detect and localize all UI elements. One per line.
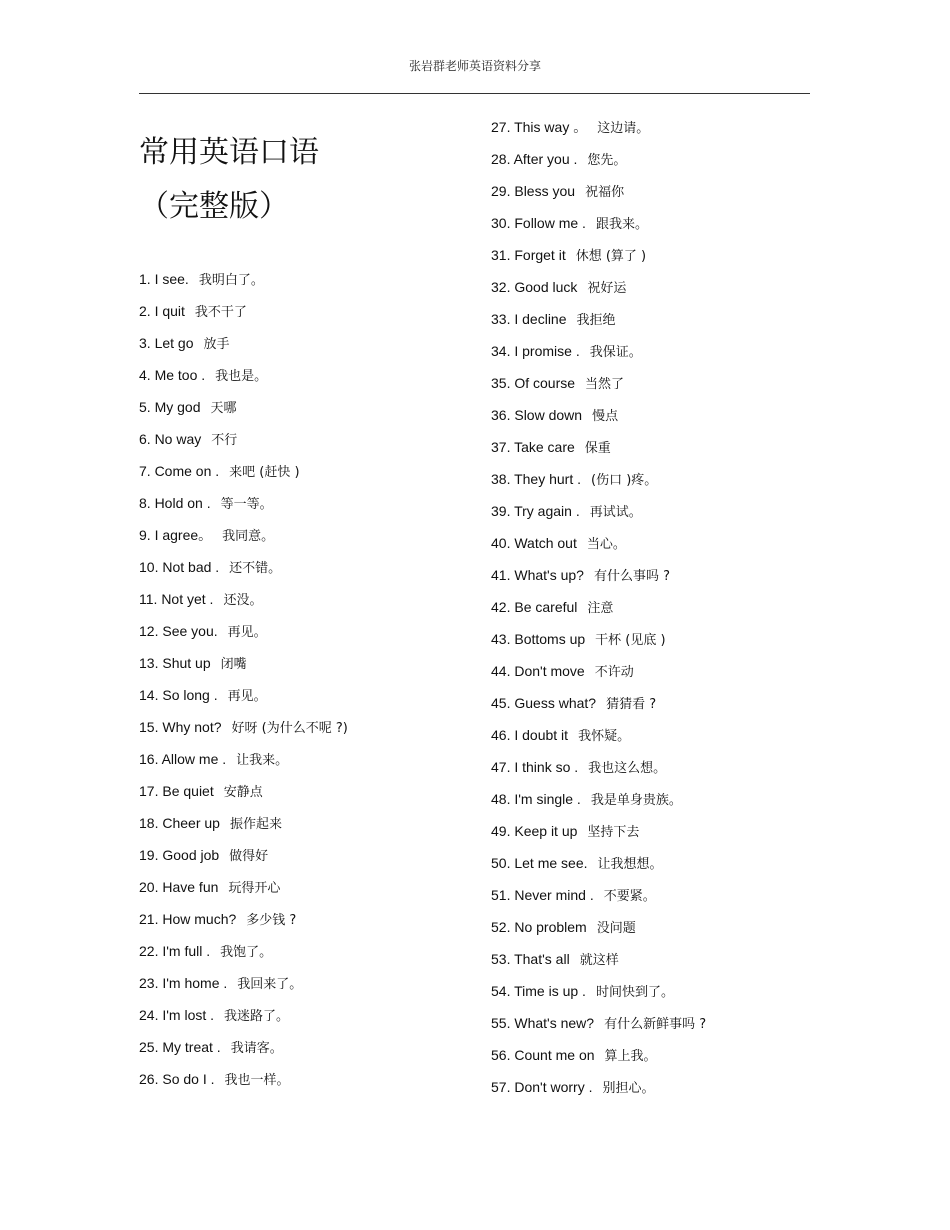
phrase-english: 54. Time is up . — [491, 983, 586, 999]
phrase-chinese: 天哪 — [210, 401, 237, 416]
phrase-item — [139, 300, 348, 332]
phrase-item — [139, 684, 348, 716]
phrase-chinese: 我不干了 — [194, 305, 247, 320]
phrase-english: 16. Allow me . — [139, 751, 227, 767]
phrase-item — [139, 812, 348, 844]
phrase-item — [491, 660, 706, 692]
phrase-item — [139, 396, 348, 428]
phrase-item — [139, 716, 348, 748]
phrase-chinese: 当心。 — [586, 537, 626, 552]
title-line-2: （完整版） — [139, 189, 289, 224]
phrase-english: 45. Guess what? — [491, 695, 597, 711]
phrase-chinese: 再见。 — [227, 689, 267, 704]
phrase-english: 17. Be quiet — [139, 783, 214, 799]
phrase-english: 53. That's all — [491, 951, 570, 967]
phrase-english: 34. I promise . — [491, 343, 580, 359]
phrase-item — [491, 724, 706, 756]
phrase-chinese: 祝好运 — [587, 281, 627, 296]
phrase-chinese: 振作起来 — [229, 817, 282, 832]
phrase-chinese: 算上我。 — [604, 1049, 657, 1064]
phrase-item — [139, 332, 348, 364]
phrase-english: 5. My god — [139, 399, 201, 415]
phrase-chinese: 我也这么想。 — [588, 761, 667, 776]
phrase-english: 19. Good job — [139, 847, 220, 863]
phrase-chinese: 休想 (算了 ) — [575, 249, 647, 264]
phrase-english: 15. Why not? — [139, 719, 222, 735]
phrase-item — [139, 940, 348, 972]
phrase-item — [491, 436, 706, 468]
phrase-item — [491, 1012, 706, 1044]
page-header: 张岩群老师英语资料分享 — [408, 59, 541, 73]
phrase-chinese: 有什么新鲜事吗 ? — [604, 1017, 707, 1032]
phrase-english: 28. After you . — [491, 151, 578, 167]
phrase-chinese: 这边请。 — [597, 121, 650, 136]
phrase-item — [491, 596, 706, 628]
phrase-english: 35. Of course — [491, 375, 576, 391]
phrase-chinese: 慢点 — [592, 409, 619, 424]
phrase-item — [139, 748, 348, 780]
phrase-english: 47. I think so . — [491, 759, 579, 775]
phrase-chinese: 就这样 — [579, 953, 619, 968]
phrase-item — [139, 620, 348, 652]
phrase-chinese: 我回来了。 — [237, 977, 303, 992]
phrase-item — [491, 180, 706, 212]
phrase-english: 11. Not yet . — [139, 591, 214, 607]
phrase-item — [139, 1068, 348, 1100]
phrase-english: 20. Have fun — [139, 879, 219, 895]
phrase-english: 25. My treat . — [139, 1039, 221, 1055]
phrase-english: 2. I quit — [139, 303, 185, 319]
phrase-chinese: 注意 — [587, 601, 614, 616]
phrase-chinese: 做得好 — [229, 849, 269, 864]
phrase-item — [491, 820, 706, 852]
phrase-item — [491, 372, 706, 404]
phrase-english: 39. Try again . — [491, 503, 580, 519]
phrase-item — [491, 532, 706, 564]
phrase-chinese: 坚持下去 — [587, 825, 640, 840]
phrase-item — [491, 852, 706, 884]
phrase-english: 38. They hurt . — [491, 471, 582, 487]
phrase-item — [491, 404, 706, 436]
phrase-chinese: 我迷路了。 — [224, 1009, 290, 1024]
phrase-chinese: 不许动 — [594, 665, 634, 680]
phrase-item — [139, 268, 348, 300]
phrase-english: 33. I decline — [491, 311, 567, 327]
phrase-item — [491, 980, 706, 1012]
phrase-english: 24. I'm lost . — [139, 1007, 215, 1023]
phrase-chinese: 您先。 — [587, 153, 627, 168]
phrase-english: 36. Slow down — [491, 407, 583, 423]
phrase-chinese: 玩得开心 — [228, 881, 281, 896]
phrase-chinese: 我拒绝 — [576, 313, 616, 328]
phrase-item — [491, 500, 706, 532]
phrase-item — [491, 244, 706, 276]
phrase-item — [491, 212, 706, 244]
phrase-item — [139, 652, 348, 684]
phrase-chinese: 多少钱 ? — [246, 913, 297, 928]
phrase-chinese: 再试试。 — [589, 505, 642, 520]
phrase-item — [139, 972, 348, 1004]
title-line-1: 常用英语口语 — [139, 135, 319, 170]
phrase-chinese: 放手 — [203, 337, 230, 352]
phrase-chinese: 再见。 — [227, 625, 267, 640]
phrase-chinese: 有什么事吗 ? — [593, 569, 670, 584]
phrase-item — [139, 556, 348, 588]
phrase-chinese: 让我想想。 — [597, 857, 663, 872]
phrase-english: 6. No way — [139, 431, 202, 447]
phrase-chinese: 还不错。 — [229, 561, 282, 576]
phrase-english: 21. How much? — [139, 911, 237, 927]
phrase-item — [491, 116, 706, 148]
phrase-english: 23. I'm home . — [139, 975, 228, 991]
phrase-english: 31. Forget it — [491, 247, 566, 263]
document-title — [139, 126, 319, 234]
phrase-english: 52. No problem — [491, 919, 587, 935]
phrase-item — [491, 276, 706, 308]
phrase-english: 12. See you. — [139, 623, 218, 639]
phrase-item — [139, 364, 348, 396]
phrase-chinese: 我也是。 — [215, 369, 268, 384]
phrase-english: 4. Me too . — [139, 367, 206, 383]
phrase-english: 48. I'm single . — [491, 791, 581, 807]
phrase-chinese: 我也一样。 — [224, 1073, 290, 1088]
phrase-item — [139, 1036, 348, 1068]
phrase-english: 37. Take care — [491, 439, 575, 455]
phrase-item — [491, 148, 706, 180]
phrase-chinese: 不行 — [211, 433, 238, 448]
phrase-chinese: 我请客。 — [230, 1041, 283, 1056]
phrase-chinese: 等一等。 — [220, 497, 273, 512]
phrase-english: 26. So do I . — [139, 1071, 215, 1087]
phrase-english: 41. What's up? — [491, 567, 584, 583]
phrase-item — [139, 460, 348, 492]
phrase-chinese: 别担心。 — [602, 1081, 655, 1096]
phrase-english: 3. Let go — [139, 335, 194, 351]
phrase-english: 10. Not bad . — [139, 559, 220, 575]
phrase-english: 32. Good luck — [491, 279, 578, 295]
phrase-english: 57. Don't worry . — [491, 1079, 593, 1095]
phrase-item — [139, 780, 348, 812]
phrase-english: 1. I see. — [139, 271, 189, 287]
phrase-chinese: 不要紧。 — [603, 889, 656, 904]
phrase-english: 18. Cheer up — [139, 815, 220, 831]
phrase-chinese: 时间快到了。 — [595, 985, 674, 1000]
phrase-item — [491, 308, 706, 340]
phrase-item — [139, 908, 348, 940]
phrase-english: 56. Count me on — [491, 1047, 595, 1063]
phrase-english: 43. Bottoms up — [491, 631, 586, 647]
phrase-chinese: 我是单身贵族。 — [590, 793, 682, 808]
phrase-english: 27. This way 。 — [491, 119, 588, 135]
phrase-english: 50. Let me see. — [491, 855, 588, 871]
phrase-chinese: 安静点 — [223, 785, 263, 800]
phrase-item — [491, 756, 706, 788]
phrase-chinese: 我保证。 — [589, 345, 642, 360]
phrase-english: 7. Come on . — [139, 463, 220, 479]
phrase-english: 49. Keep it up — [491, 823, 578, 839]
phrase-item — [491, 468, 706, 500]
phrase-chinese: 保重 — [584, 441, 611, 456]
phrase-chinese: 还没。 — [223, 593, 263, 608]
phrase-english: 9. I agree。 — [139, 527, 213, 543]
phrase-english: 42. Be careful — [491, 599, 578, 615]
phrase-chinese: 我饱了。 — [220, 945, 273, 960]
phrase-item — [139, 588, 348, 620]
phrase-chinese: 猜猜看 ? — [606, 697, 657, 712]
phrase-item — [139, 524, 348, 556]
phrase-chinese: 跟我来。 — [595, 217, 648, 232]
phrase-english: 55. What's new? — [491, 1015, 595, 1031]
phrase-chinese: (伤口 )疼。 — [591, 473, 658, 488]
phrase-item — [139, 844, 348, 876]
phrase-chinese: 干杯 (见底 ) — [595, 633, 666, 648]
phrase-english: 30. Follow me . — [491, 215, 586, 231]
phrase-item — [139, 428, 348, 460]
phrase-list-right — [491, 116, 706, 1108]
phrase-english: 8. Hold on . — [139, 495, 211, 511]
phrase-chinese: 没问题 — [596, 921, 636, 936]
phrase-english: 14. So long . — [139, 687, 218, 703]
phrase-list-left — [139, 268, 348, 1100]
phrase-chinese: 当然了 — [585, 377, 625, 392]
phrase-item — [491, 564, 706, 596]
phrase-chinese: 闭嘴 — [220, 657, 247, 672]
phrase-english: 44. Don't move — [491, 663, 585, 679]
phrase-english: 13. Shut up — [139, 655, 211, 671]
phrase-chinese: 让我来。 — [236, 753, 289, 768]
phrase-english: 22. I'm full . — [139, 943, 211, 959]
phrase-chinese: 好呀 (为什么不呢 ?) — [231, 721, 348, 736]
phrase-english: 40. Watch out — [491, 535, 577, 551]
phrase-item — [139, 1004, 348, 1036]
phrase-chinese: 祝福你 — [585, 185, 625, 200]
phrase-item — [491, 1044, 706, 1076]
phrase-item — [491, 788, 706, 820]
header-divider — [139, 93, 810, 94]
phrase-item — [491, 628, 706, 660]
phrase-item — [491, 340, 706, 372]
phrase-item — [491, 948, 706, 980]
phrase-chinese: 我明白了。 — [198, 273, 264, 288]
phrase-english: 51. Never mind . — [491, 887, 594, 903]
phrase-item — [491, 884, 706, 916]
phrase-item — [139, 492, 348, 524]
phrase-item — [491, 916, 706, 948]
phrase-item — [491, 692, 706, 724]
phrase-item — [491, 1076, 706, 1108]
phrase-item — [139, 876, 348, 908]
phrase-english: 46. I doubt it — [491, 727, 569, 743]
phrase-chinese: 来吧 (赶快 ) — [229, 465, 300, 480]
phrase-chinese: 我怀疑。 — [578, 729, 631, 744]
phrase-english: 29. Bless you — [491, 183, 576, 199]
phrase-chinese: 我同意。 — [222, 529, 275, 544]
